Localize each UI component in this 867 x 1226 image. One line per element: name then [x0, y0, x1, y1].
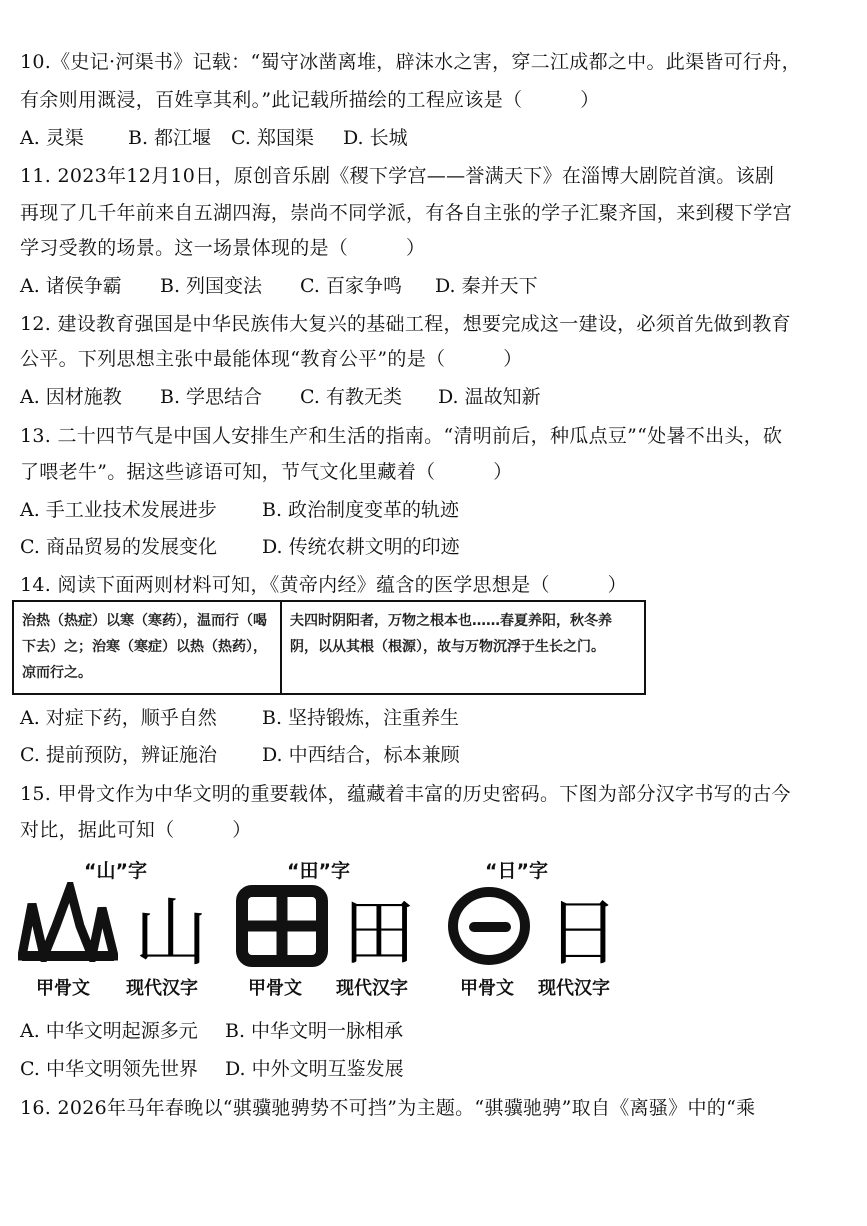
q14-materials-table: [12, 600, 646, 695]
q10-options: [20, 126, 408, 150]
q15-option-d: D. 中外文明互鉴发展: [225, 1058, 404, 1080]
group-shan-label: “山”字: [84, 860, 147, 882]
q14-material-2: 夫四时阴阳者，万物之根本也……春夏养阳，秋冬养阴，以从其根（根源），故与万物沉浮于生长之门。: [281, 601, 645, 694]
q11-option-c: C. 百家争鸣: [300, 275, 402, 297]
caption-tian-modern: 现代汉字: [336, 978, 408, 999]
group-tian-label: “田”字: [287, 860, 350, 882]
modern-shan-glyph: 山: [134, 890, 208, 976]
q10-option-b: B. 都江堰: [128, 127, 212, 149]
oracle-bone-shan-glyph: [18, 882, 118, 962]
caption-ri-oracle: 甲骨文: [460, 978, 514, 999]
q13-option-b: B. 政治制度变革的轨迹: [262, 499, 460, 521]
q12-stem-line-1: 12. 建设教育强国是中华民族伟大复兴的基础工程，想要完成这一建设，必须首先做到教育: [20, 313, 791, 335]
q10-stem-line-2: 有余则用溉浸，百姓享其利。”此记载所描绘的工程应该是（ ）: [20, 89, 600, 111]
q13-options-row-1: [20, 498, 459, 522]
q13-option-c: C. 商品贸易的发展变化: [20, 536, 217, 558]
q11-stem-line-3: 学习受教的场景。这一场景体现的是（ ）: [20, 237, 426, 259]
caption-tian-oracle: 甲骨文: [248, 978, 302, 999]
q14-option-d: D. 中西结合，标本兼顾: [262, 744, 460, 766]
caption-shan-modern: 现代汉字: [126, 978, 198, 999]
q11-option-a: A. 诸侯争霸: [20, 275, 122, 297]
q15-stem-line-2: 对比，据此可知（ ）: [20, 819, 252, 841]
q11-option-b: B. 列国变法: [160, 275, 263, 297]
q12-stem-line-2: 公平。下列思想主张中最能体现“教育公平”的是（ ）: [20, 348, 523, 370]
oracle-bone-tian-glyph: [236, 885, 328, 967]
q11-stem-line-2: 再现了几千年前来自五湖四海，崇尚不同学派，有各自主张的学子汇聚齐国，来到稷下学宫: [20, 202, 793, 224]
q14-options-row-2: [20, 743, 460, 767]
q13-options-row-2: [20, 535, 460, 559]
q12-option-d: D. 温故知新: [438, 386, 541, 408]
q12-option-a: A. 因材施教: [20, 386, 122, 408]
q14-option-a: A. 对症下药，顺乎自然: [20, 707, 217, 729]
modern-ri-glyph: 日: [546, 890, 620, 976]
q10-option-a: A. 灵渠: [20, 127, 84, 149]
q14-option-c: C. 提前预防，辨证施治: [20, 744, 217, 766]
q15-option-a: A. 中华文明起源多元: [20, 1020, 198, 1042]
caption-ri-modern: 现代汉字: [538, 978, 610, 999]
group-ri-label: “日”字: [485, 860, 548, 882]
q14-option-b: B. 坚持锻炼，注重养生: [262, 707, 460, 729]
q11-stem-line-1: 11. 2023年12月10日，原创音乐剧《稷下学宫——誉满天下》在淄博大剧院首演。该剧: [20, 165, 775, 187]
caption-shan-oracle: 甲骨文: [36, 978, 90, 999]
q16-stem-line-1: 16. 2026年马年春晚以“骐骥驰骋势不可挡”为主题。“骐骥驰骋”取自《离骚》中的“乘: [20, 1097, 756, 1119]
q12-option-c: C. 有教无类: [300, 386, 402, 408]
q15-options-row-1: [20, 1019, 403, 1043]
q13-stem-line-2: 了喂老牛”。据这些谚语可知，节气文化里藏着（ ）: [20, 461, 513, 483]
q14-stem-line-1: 14. 阅读下面两则材料可知，《黄帝内经》蕴含的医学思想是（ ）: [20, 574, 627, 596]
oracle-bone-ri-glyph: [444, 884, 534, 968]
q10-stem-line-1: 10.《史记·河渠书》记载：“蜀守冰凿离堆，辟沫水之害，穿二江成都之中。此渠皆可行舟，: [20, 51, 801, 73]
q14-options-row-1: [20, 706, 459, 730]
modern-tian-glyph: 田: [342, 890, 416, 976]
q12-options: [20, 385, 541, 409]
q13-option-d: D. 传统农耕文明的印迹: [262, 536, 460, 558]
q10-option-d: D. 长城: [343, 127, 408, 149]
q15-option-b: B. 中华文明一脉相承: [225, 1020, 404, 1042]
q15-options-row-2: [20, 1057, 404, 1081]
q11-option-d: D. 秦并天下: [435, 275, 538, 297]
q13-option-a: A. 手工业技术发展进步: [20, 499, 217, 521]
q13-stem-line-1: 13. 二十四节气是中国人安排生产和生活的指南。“清明前后，种瓜点豆”“处暑不出头，砍: [20, 425, 783, 447]
q12-option-b: B. 学思结合: [160, 386, 263, 408]
q15-stem-line-1: 15. 甲骨文作为中华文明的重要载体，蕴藏着丰富的历史密码。下图为部分汉字书写的古今: [20, 783, 791, 805]
q15-option-c: C. 中华文明领先世界: [20, 1058, 198, 1080]
q14-material-1: 治热（热症）以寒（寒药），温而行（喝下去）之；治寒（寒症）以热（热药），凉而行之。: [13, 601, 281, 694]
q11-options: [20, 274, 538, 298]
q10-option-c: C. 郑国渠: [231, 127, 314, 149]
